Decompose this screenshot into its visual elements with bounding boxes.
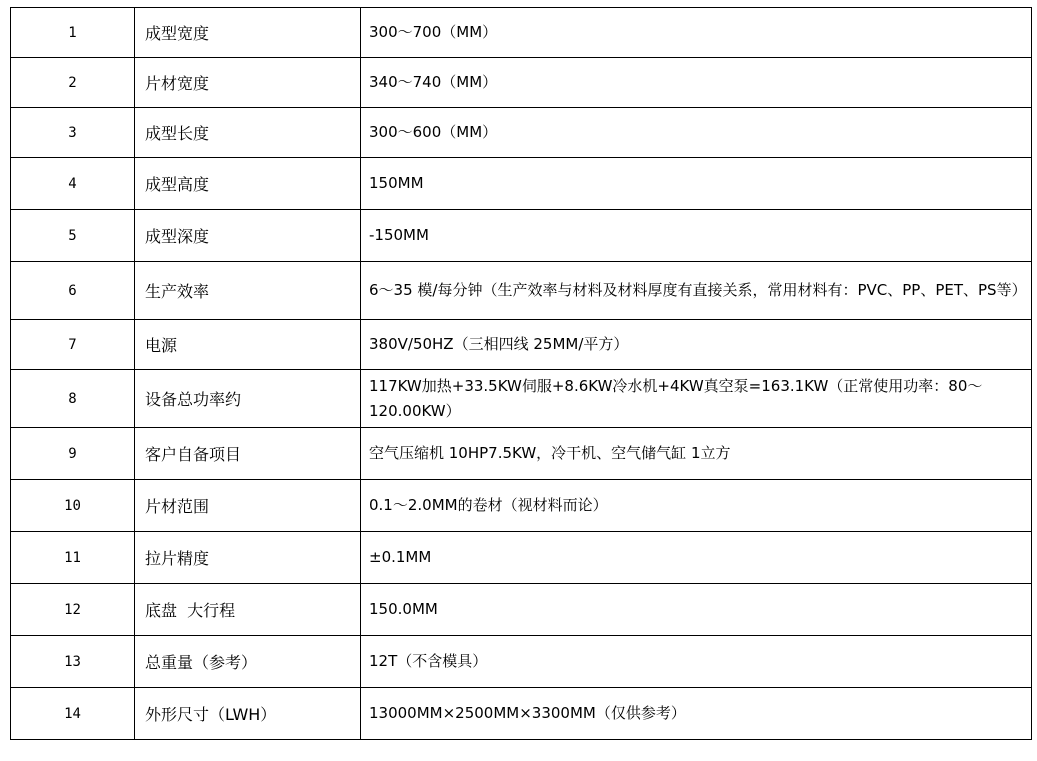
table-row — [11, 8, 1032, 58]
table-row — [11, 532, 1032, 584]
param-name: 底盘 大行程 — [135, 584, 361, 636]
param-name: 成型深度 — [135, 210, 361, 262]
param-name: 电源 — [135, 320, 361, 370]
table-row — [11, 480, 1032, 532]
row-number: 3 — [11, 108, 135, 158]
row-number: 14 — [11, 688, 135, 740]
param-value: 300～600（MM） — [361, 108, 1032, 158]
param-name: 总重量（参考） — [135, 636, 361, 688]
table-row — [11, 428, 1032, 480]
table-row — [11, 108, 1032, 158]
param-value: 12T（不含模具） — [361, 636, 1032, 688]
row-number: 7 — [11, 320, 135, 370]
row-number: 4 — [11, 158, 135, 210]
param-name: 客户自备项目 — [135, 428, 361, 480]
param-value: 6～35 模/每分钟（生产效率与材料及材料厚度有直接关系，常用材料有：PVC、PP、PET、PS等） — [361, 262, 1032, 320]
table-row — [11, 320, 1032, 370]
table-row — [11, 688, 1032, 740]
param-value: 340～740（MM） — [361, 58, 1032, 108]
param-name: 片材范围 — [135, 480, 361, 532]
param-name: 成型长度 — [135, 108, 361, 158]
param-value: 150.0MM — [361, 584, 1032, 636]
table-row — [11, 210, 1032, 262]
table-row — [11, 158, 1032, 210]
param-value: ±0.1MM — [361, 532, 1032, 584]
param-value: 150MM — [361, 158, 1032, 210]
table-row — [11, 58, 1032, 108]
param-name: 拉片精度 — [135, 532, 361, 584]
param-value: 空气压缩机 10HP7.5KW，冷干机、空气储气缸 1立方 — [361, 428, 1032, 480]
param-name: 外形尺寸（LWH） — [135, 688, 361, 740]
param-value: 300～700（MM） — [361, 8, 1032, 58]
row-number: 1 — [11, 8, 135, 58]
row-number: 10 — [11, 480, 135, 532]
row-number: 2 — [11, 58, 135, 108]
table-row — [11, 584, 1032, 636]
row-number: 11 — [11, 532, 135, 584]
row-number: 8 — [11, 370, 135, 428]
row-number: 13 — [11, 636, 135, 688]
param-value: -150MM — [361, 210, 1032, 262]
row-number: 5 — [11, 210, 135, 262]
param-name: 片材宽度 — [135, 58, 361, 108]
param-name: 成型高度 — [135, 158, 361, 210]
row-number: 9 — [11, 428, 135, 480]
param-name: 生产效率 — [135, 262, 361, 320]
row-number: 6 — [11, 262, 135, 320]
table-row — [11, 370, 1032, 428]
param-value: 117KW加热+33.5KW伺服+8.6KW冷水机+4KW真空泵=163.1KW（正常使用功率：80～120.00KW） — [361, 370, 1032, 428]
table-row — [11, 262, 1032, 320]
param-value: 13000MM×2500MM×3300MM（仅供参考） — [361, 688, 1032, 740]
param-value: 0.1～2.0MM的卷材（视材料而论） — [361, 480, 1032, 532]
row-number: 12 — [11, 584, 135, 636]
param-value: 380V/50HZ（三相四线 25MM/平方） — [361, 320, 1032, 370]
param-name: 成型宽度 — [135, 8, 361, 58]
param-name: 设备总功率约 — [135, 370, 361, 428]
table-row — [11, 636, 1032, 688]
spec-table — [10, 7, 1032, 740]
